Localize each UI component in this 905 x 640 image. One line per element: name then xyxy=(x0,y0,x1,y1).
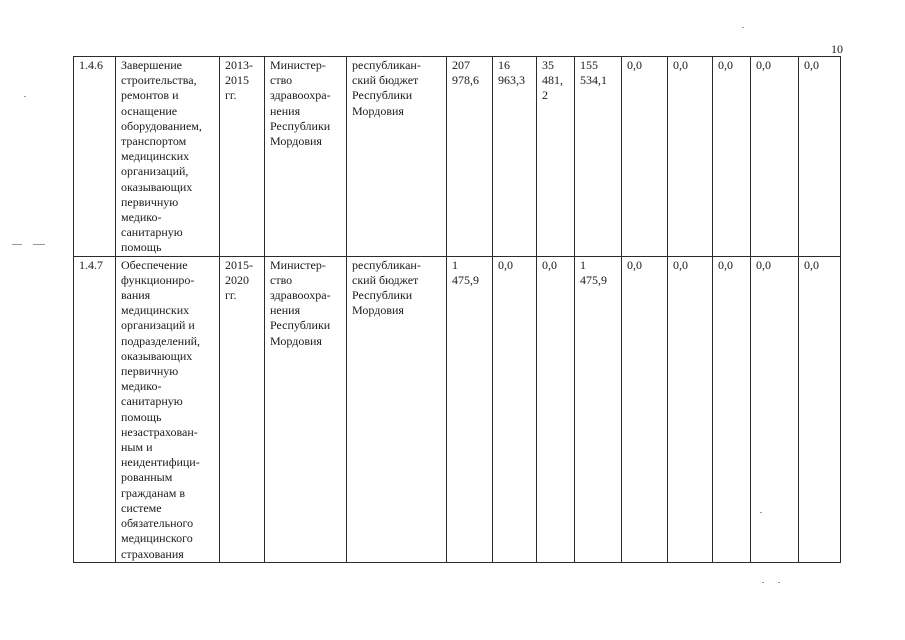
amount-cell: 0,0 xyxy=(668,57,713,257)
amount-cell: 35 481, 2 xyxy=(537,57,575,257)
amount-cell: 0,0 xyxy=(751,256,799,562)
page-number: 10 xyxy=(831,42,843,56)
funding-source-cell: республикан- ский бюджет Республики Мордовия xyxy=(347,57,447,257)
scan-speck xyxy=(762,582,764,583)
funding-source-cell: республикан- ский бюджет Республики Мордовия xyxy=(347,256,447,562)
amount-cell: 0,0 xyxy=(668,256,713,562)
activity-name-cell: Завершение строительства, ремонтов и оснащение оборудованием, транспортом медицинских организаций, оказывающих первичную медико- санитарную помощь xyxy=(116,57,220,257)
amount-cell: 155 534,1 xyxy=(575,57,622,257)
activity-number-cell: 1.4.7 xyxy=(74,256,116,562)
table-row xyxy=(74,57,841,257)
amount-cell: 0,0 xyxy=(537,256,575,562)
amount-cell: 0,0 xyxy=(751,57,799,257)
period-cell: 2015- 2020 гг. xyxy=(220,256,265,562)
executor-cell: Министер- ство здравоохра- нения Республики Мордовия xyxy=(265,256,347,562)
activity-name-cell: Обеспечение функциониро- вания медицинских организаций и подразделений, оказывающих первичную медико- санитарную помощь незастрахован- ным и неидентифици- рованным гражданам в системе обязательного медицинского страхования xyxy=(116,256,220,562)
activity-number-cell: 1.4.6 xyxy=(74,57,116,257)
table-row xyxy=(74,256,841,562)
amount-cell: 0,0 xyxy=(799,256,841,562)
period-cell: 2013- 2015 гг. xyxy=(220,57,265,257)
scan-speck xyxy=(778,582,780,583)
executor-cell: Министер- ство здравоохра- нения Республики Мордовия xyxy=(265,57,347,257)
scan-speck xyxy=(24,96,26,97)
scan-speck xyxy=(760,512,762,513)
amount-cell: 0,0 xyxy=(493,256,537,562)
amount-cell: 1 475,9 xyxy=(575,256,622,562)
program-activities-table xyxy=(73,56,841,563)
scan-speck xyxy=(33,244,45,245)
scan-speck xyxy=(12,244,22,245)
amount-cell: 0,0 xyxy=(622,256,668,562)
amount-cell: 0,0 xyxy=(713,57,751,257)
amount-cell: 0,0 xyxy=(799,57,841,257)
total-amount-cell: 1 475,9 xyxy=(447,256,493,562)
amount-cell: 0,0 xyxy=(622,57,668,257)
scan-speck xyxy=(742,27,744,28)
total-amount-cell: 207 978,6 xyxy=(447,57,493,257)
amount-cell: 0,0 xyxy=(713,256,751,562)
amount-cell: 16 963,3 xyxy=(493,57,537,257)
